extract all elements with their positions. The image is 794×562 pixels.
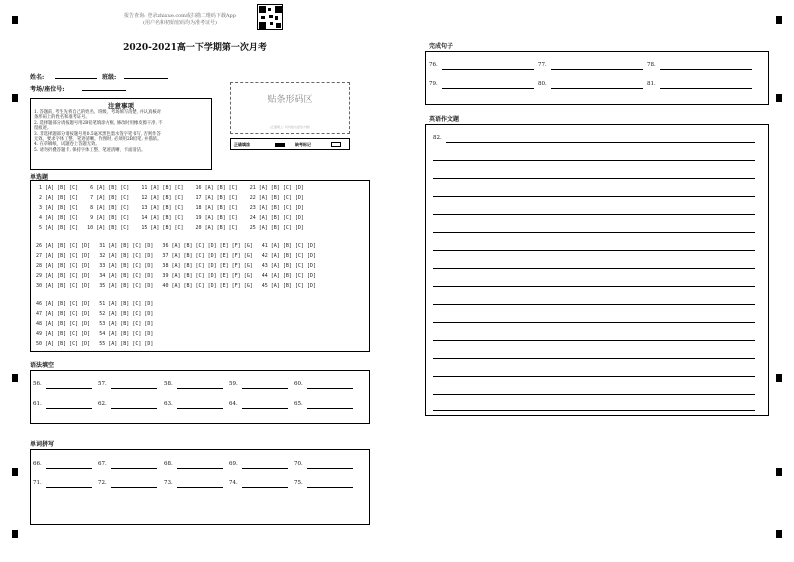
answer-line[interactable] [242, 388, 288, 389]
notes-item: 3. 非选择题部分请按题号用0.5毫米黑色墨水签字笔书写, 否则作答 [34, 131, 161, 137]
essay-line[interactable] [433, 322, 755, 323]
spelling-section-label: 单词拼写 [30, 441, 55, 448]
question-number: 78. [647, 62, 656, 68]
essay-box [425, 124, 769, 416]
registration-mark [12, 468, 18, 476]
absent-mark-checkbox[interactable] [331, 142, 341, 147]
question-number: 57. [98, 381, 107, 387]
question-number: 71. [33, 480, 42, 486]
answer-line[interactable] [111, 468, 157, 469]
question-number: 66. [33, 461, 42, 467]
grammar-box [30, 370, 370, 424]
registration-mark [12, 16, 18, 24]
barcode-area [230, 82, 350, 134]
notes-item: 1. 答题前, 考生先将自己的姓名、班级、考场填写清楚, 并认真核对 [34, 110, 161, 115]
name-label: 姓名: [30, 74, 45, 81]
essay-line[interactable] [433, 394, 755, 395]
correct-fill-swatch [275, 143, 285, 147]
answer-line[interactable] [442, 69, 534, 70]
question-number: 58. [164, 381, 173, 387]
essay-line[interactable] [433, 214, 755, 215]
question-number: 59. [229, 381, 238, 387]
essay-line[interactable] [433, 286, 755, 287]
answer-line[interactable] [177, 487, 223, 488]
answer-line[interactable] [551, 88, 643, 89]
question-number: 81. [647, 81, 656, 87]
answer-line[interactable] [307, 487, 353, 488]
registration-mark [12, 374, 18, 382]
report-notice-sub: (用户名和初始密码均为准考证号) [143, 20, 217, 26]
answer-line[interactable] [660, 69, 752, 70]
question-number: 73. [164, 480, 173, 486]
choice-row[interactable]: 46 [A] [B] [C] [D] 51 [A] [B] [C] [D] [36, 301, 154, 307]
choice-row[interactable]: 27 [A] [B] [C] [D] 32 [A] [B] [C] [D] 37 [A] [B] [C] [D] [E] [F] [G] 42 [A] [B] [C] [D] [36, 253, 316, 259]
qr-code [257, 4, 283, 30]
answer-line[interactable] [242, 468, 288, 469]
registration-mark [776, 468, 782, 476]
answer-line[interactable] [551, 69, 643, 70]
notes-item: 2. 选择题部分请按题号用2B铅笔填涂方框, 修改时用橡皮擦干净, 不 [34, 120, 163, 126]
question-number: 63. [164, 401, 173, 407]
essay-line[interactable] [433, 268, 755, 269]
answer-line[interactable] [242, 487, 288, 488]
answer-line[interactable] [307, 388, 353, 389]
question-number: 68. [164, 461, 173, 467]
essay-line[interactable] [433, 304, 755, 305]
question-number: 60. [294, 381, 303, 387]
answer-line[interactable] [111, 408, 157, 409]
registration-mark [776, 16, 782, 24]
question-number: 76. [429, 62, 438, 68]
answer-line[interactable] [111, 388, 157, 389]
essay-line[interactable] [433, 250, 755, 251]
exam-room-label: 考场/座位号: [30, 86, 65, 93]
sentence-section-label: 完成句子 [429, 43, 454, 50]
essay-question-number: 82. [433, 135, 442, 141]
essay-line[interactable] [433, 178, 755, 179]
question-number: 77. [538, 62, 547, 68]
class-label: 班级: [102, 74, 117, 81]
answer-line[interactable] [177, 388, 223, 389]
question-number: 62. [98, 401, 107, 407]
barcode-title: 贴条形码区 [267, 95, 313, 105]
exam-title: 2020-2021高一下学期第一次月考 [123, 43, 267, 53]
class-field[interactable] [124, 78, 168, 79]
answer-line[interactable] [177, 408, 223, 409]
question-number: 64. [229, 401, 238, 407]
notes-item: 无效。要求字体工整、笔迹清晰。作图时, 必须用2B铅笔, 并描浓。 [34, 137, 162, 143]
absent-mark-label: 缺考标记 [295, 142, 311, 147]
registration-mark [12, 94, 18, 102]
answer-line[interactable] [242, 408, 288, 409]
notes-item: 4. 在草稿纸、试题卷上答题无效。 [34, 142, 100, 148]
choice-row[interactable]: 2 [A] [B] [C] 7 [A] [B] [C] 12 [A] [B] [C] 17 [A] [B] [C] 22 [A] [B] [C] [D] [36, 195, 304, 201]
essay-line[interactable] [433, 358, 755, 359]
essay-line[interactable] [433, 232, 755, 233]
notes-box [30, 98, 212, 170]
fill-example [230, 138, 350, 150]
choice-section-label: 单选题 [30, 174, 49, 181]
choice-row[interactable]: 26 [A] [B] [C] [D] 31 [A] [B] [C] [D] 36 [A] [B] [C] [D] [E] [F] [G] 41 [A] [B] [C] [D] [36, 243, 316, 249]
notes-title: 注意事项 [108, 102, 134, 110]
report-notice: 报告查询: 登录zhixue.com或扫描二维码下载App [124, 13, 236, 19]
answer-line[interactable] [46, 408, 92, 409]
sentence-box [425, 51, 769, 105]
choice-row[interactable]: 30 [A] [B] [C] [D] 35 [A] [B] [C] [D] 40 [A] [B] [C] [D] [E] [F] [G] 45 [A] [B] [C] [D] [36, 283, 316, 289]
choice-row[interactable]: 49 [A] [B] [C] [D] 54 [A] [B] [C] [D] [36, 331, 154, 337]
choice-row[interactable]: 28 [A] [B] [C] [D] 33 [A] [B] [C] [D] 38 [A] [B] [C] [D] [E] [F] [G] 43 [A] [B] [C] [D] [36, 263, 316, 269]
exam-room-field[interactable] [82, 90, 126, 91]
question-number: 75. [294, 480, 303, 486]
choice-row[interactable]: 48 [A] [B] [C] [D] 53 [A] [B] [C] [D] [36, 321, 154, 327]
answer-line[interactable] [307, 408, 353, 409]
essay-line[interactable] [433, 340, 755, 341]
notes-item: 留痕迹。 [34, 126, 52, 132]
essay-line[interactable] [433, 160, 755, 161]
choice-row[interactable]: 4 [A] [B] [C] 9 [A] [B] [C] 14 [A] [B] [C] 19 [A] [B] [C] 24 [A] [B] [C] [D] [36, 215, 304, 221]
name-field[interactable] [55, 78, 97, 79]
answer-line[interactable] [111, 487, 157, 488]
answer-line[interactable] [442, 88, 534, 89]
notes-item: 5. 请勿折叠答题卡, 保持字体工整、笔迹清晰、卡面清洁。 [34, 147, 146, 153]
choice-row[interactable]: 1 [A] [B] [C] 6 [A] [B] [C] 11 [A] [B] [C] 16 [A] [B] [C] 21 [A] [B] [C] [D] [36, 185, 304, 191]
choice-row[interactable]: 3 [A] [B] [C] 8 [A] [B] [C] 13 [A] [B] [C] 18 [A] [B] [C] 23 [A] [B] [C] [D] [36, 205, 304, 211]
essay-section-label: 英语作文题 [429, 116, 460, 123]
answer-line[interactable] [46, 468, 92, 469]
essay-line[interactable] [433, 410, 755, 411]
question-number: 56. [33, 381, 42, 387]
registration-mark [776, 530, 782, 538]
notes-item: 条形码上的姓名和准考证号。 [34, 115, 90, 121]
question-number: 80. [538, 81, 547, 87]
registration-mark [776, 94, 782, 102]
question-number: 79. [429, 81, 438, 87]
question-number: 65. [294, 401, 303, 407]
registration-mark [776, 374, 782, 382]
question-number: 74. [229, 480, 238, 486]
question-number: 69. [229, 461, 238, 467]
question-number: 72. [98, 480, 107, 486]
choice-row[interactable]: 47 [A] [B] [C] [D] 52 [A] [B] [C] [D] [36, 311, 154, 317]
question-number: 70. [294, 461, 303, 467]
choice-row[interactable]: 29 [A] [B] [C] [D] 34 [A] [B] [C] [D] 39 [A] [B] [C] [D] [E] [F] [G] 44 [A] [B] [C] [D] [36, 273, 316, 279]
barcode-subtitle: (正面朝上, 切勿贴出虚线方框) [269, 125, 311, 129]
registration-mark [12, 530, 18, 538]
essay-line[interactable] [446, 142, 755, 143]
question-number: 61. [33, 401, 42, 407]
essay-line[interactable] [433, 376, 755, 377]
correct-fill-label: 正确填涂 [234, 142, 250, 147]
choice-row[interactable]: 5 [A] [B] [C] 10 [A] [B] [C] 15 [A] [B] [C] 20 [A] [B] [C] 25 [A] [B] [C] [D] [36, 225, 304, 231]
grammar-section-label: 语法填空 [30, 362, 55, 369]
question-number: 67. [98, 461, 107, 467]
essay-line[interactable] [433, 196, 755, 197]
answer-line[interactable] [46, 487, 92, 488]
answer-line[interactable] [46, 388, 92, 389]
answer-line[interactable] [660, 88, 752, 89]
answer-line[interactable] [177, 468, 223, 469]
choice-row[interactable]: 50 [A] [B] [C] [D] 55 [A] [B] [C] [D] [36, 341, 154, 347]
answer-line[interactable] [307, 468, 353, 469]
